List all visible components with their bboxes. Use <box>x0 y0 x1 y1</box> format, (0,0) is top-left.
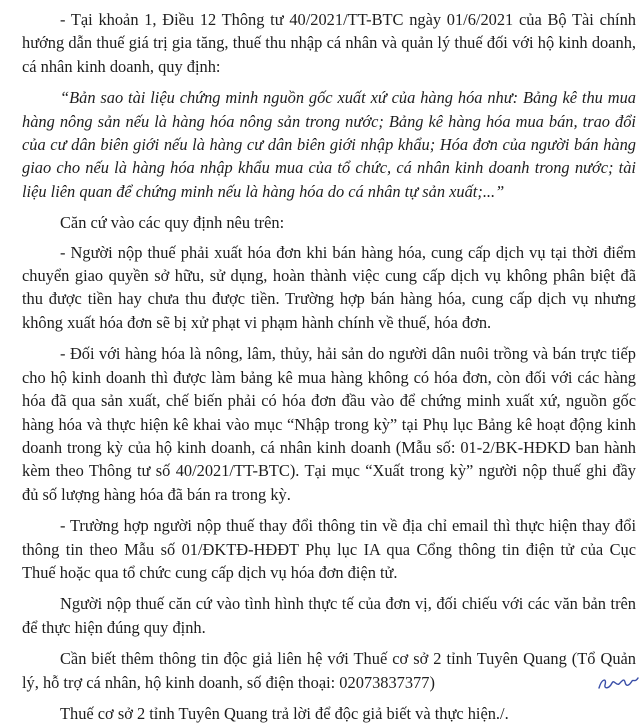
paragraph-quoted-regulation: “Bản sao tài liệu chứng minh nguồn gốc xuất xứ của hàng hóa như: Bảng kê thu mua hàng nông sản nếu là hàng hóa nông sản trong nước; Bảng kê hàng hóa mua bán, trao đổi của cư dân biên giới nếu là hàng cư dân biên giới nhập khẩu; Hóa đơn của người bán hàng giao cho nếu là hàng hóa nhập khẩu mua của tổ chức, cá nhân kinh doanh trong nước; tài liệu liên quan để chứng minh nếu là hàng hóa do cá nhân tự sản xuất;...” <box>22 88 636 201</box>
paragraph-goods-origin: - Đối với hàng hóa là nông, lâm, thủy, hải sản do người dân nuôi trồng và bán trực tiếp cho hộ kinh doanh thì được làm bảng kê mua hàng không có hóa đơn, còn đối với các hàng hóa đã qua sản xuất, chế biến phải có hóa đơn đầu vào để chứng minh xuất xứ, nguồn gốc hàng hóa và thực hiện kê khai vào mục “Nhập trong kỳ” tại Phụ lục Bảng kê hoạt động kinh doanh trong kỳ của hộ kinh doanh, cá nhân kinh doanh (Mẫu số: 01-2/BK-HĐKD ban hành kèm theo Thông tư số 40/2021/TT-BTC). Tại mục “Xuất trong kỳ” người nộp thuế ghi đầy đủ số lượng hàng hóa đã bán ra trong kỳ. <box>22 344 636 504</box>
paragraph-basis-intro: Căn cứ vào các quy định nêu trên: <box>60 213 285 233</box>
handwritten-initials-icon <box>596 672 640 694</box>
paragraph-invoice-requirement: - Người nộp thuế phải xuất hóa đơn khi bán hàng hóa, cung cấp dịch vụ tại thời điểm chuyển giao quyền sở hữu, sử dụng, hoàn thành việc cung cấp dịch vụ không phân biệt đã thu được tiền hay chưa thu được tiền. Trường hợp bán hàng hóa, cung cấp dịch vụ nhưng không xuất hóa đơn sẽ bị xử phạt vi phạm hành chính về thuế, hóa đơn. <box>22 242 636 332</box>
paragraph-legal-basis: - Tại khoản 1, Điều 12 Thông tư 40/2021/TT-BTC ngày 01/6/2021 của Bộ Tài chính hướng dẫn thuế giá trị gia tăng, thuế thu nhập cá nhân và quản lý thuế đối với hộ kinh doanh, cá nhân kinh doanh, quy định: <box>22 10 636 76</box>
paragraph-contact-info: Cần biết thêm thông tin độc giả liên hệ với Thuế cơ sở 2 tỉnh Tuyên Quang (Tổ Quản lý, hỗ trợ cá nhân, hộ kinh doanh, số điện thoại: 02073837377) <box>22 649 636 692</box>
paragraph-compliance: Người nộp thuế căn cứ vào tình hình thực tế của đơn vị, đối chiếu với các văn bản trên để thực hiện đúng quy định. <box>22 594 636 637</box>
paragraph-closing: Thuế cơ sở 2 tỉnh Tuyên Quang trả lời để độc giả biết và thực hiện./. <box>60 703 509 723</box>
paragraph-email-change: - Trường hợp người nộp thuế thay đổi thông tin về địa chỉ email thì thực hiện thay đổi thông tin theo Mẫu số 01/ĐKTĐ-HĐĐT Phụ lục IA qua Cổng thông tin điện tử của Cục Thuế hoặc qua tổ chức cung cấp dịch vụ hóa đơn điện tử. <box>22 516 636 582</box>
